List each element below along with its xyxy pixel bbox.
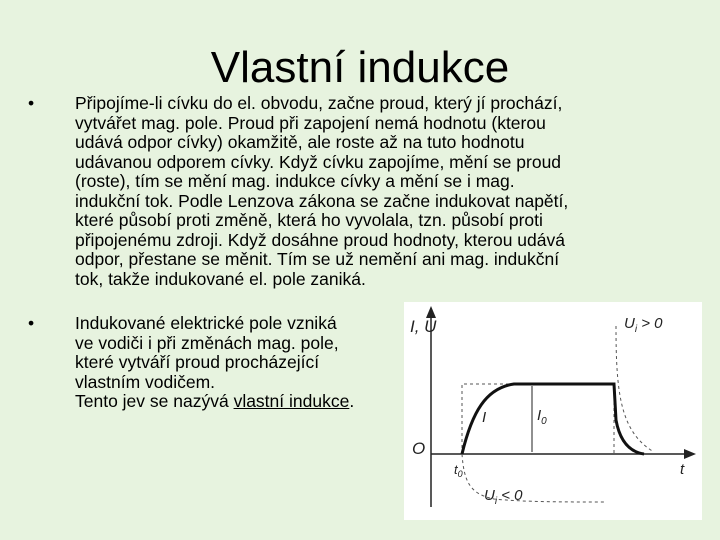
text-line: udává odpor cívky) okamžitě, ale roste až na tuto hodnotu [75, 132, 525, 152]
label-axis-y: I, U [410, 317, 437, 336]
text-suffix: . [349, 391, 355, 411]
bullet-dot: • [28, 313, 35, 333]
label-ui-positive: $U_i > 0$ [624, 315, 663, 335]
term-self-induction: vlastní indukce [233, 391, 350, 411]
bullet-text-2 [75, 314, 415, 412]
label-origin: O [412, 439, 426, 458]
label-t0: $t_0$ [454, 462, 463, 479]
text-line: Připojíme-li cívku do el. obvodu, začne proud, který jí prochází, [75, 93, 563, 113]
t-axis-arrow [684, 449, 696, 459]
text-line: udávanou odporem cívky. Když cívku zapojíme, mění se proud [75, 151, 562, 172]
text-line: vytvářet mag. pole. Proud při zapojení nemá hodnotu (kterou [75, 112, 546, 133]
text-prefix: Tento jev se nazývá [75, 391, 234, 411]
text-line: připojenému zdroji. Když dosáhne proud hodnoty, kterou udává [75, 229, 565, 250]
text-line: (roste), tím se mění mag. indukce cívky a mění se i mag. [75, 171, 515, 191]
text-line: které vytváří proud procházející [75, 352, 320, 372]
text-line-last [75, 392, 415, 412]
text-line: Indukované elektrické pole vzniká [75, 313, 337, 333]
label-axis-t: t [680, 461, 685, 478]
bullet-dot: • [28, 93, 35, 113]
label-ui-negative: $U_i < 0$ [484, 487, 523, 507]
label-i0: $I_0$ [537, 407, 547, 427]
text-line: které působí proti změně, která ho vyvolala, tzn. působí proti [75, 210, 543, 230]
induction-graph [404, 302, 702, 520]
slide-title: Vlastní indukce [210, 43, 510, 92]
induced-voltage-positive [616, 326, 654, 452]
text-line: vlastním vodičem. [75, 371, 216, 392]
text-line: indukční tok. Podle Lenzova zákona se začne indukovat napětí, [75, 190, 569, 211]
induction-graph-figure [404, 302, 702, 520]
current-curve [462, 384, 644, 454]
bullet-text-1 [75, 94, 665, 289]
text-line: ve vodiči i při změnách mag. pole, [75, 332, 339, 353]
label-curve-i: I [482, 409, 487, 426]
text-line: odpor, přestane se měnit. Tím se už nemění ani mag. indukční [75, 249, 560, 269]
text-line: tok, takže indukované el. pole zaniká. [75, 268, 366, 289]
